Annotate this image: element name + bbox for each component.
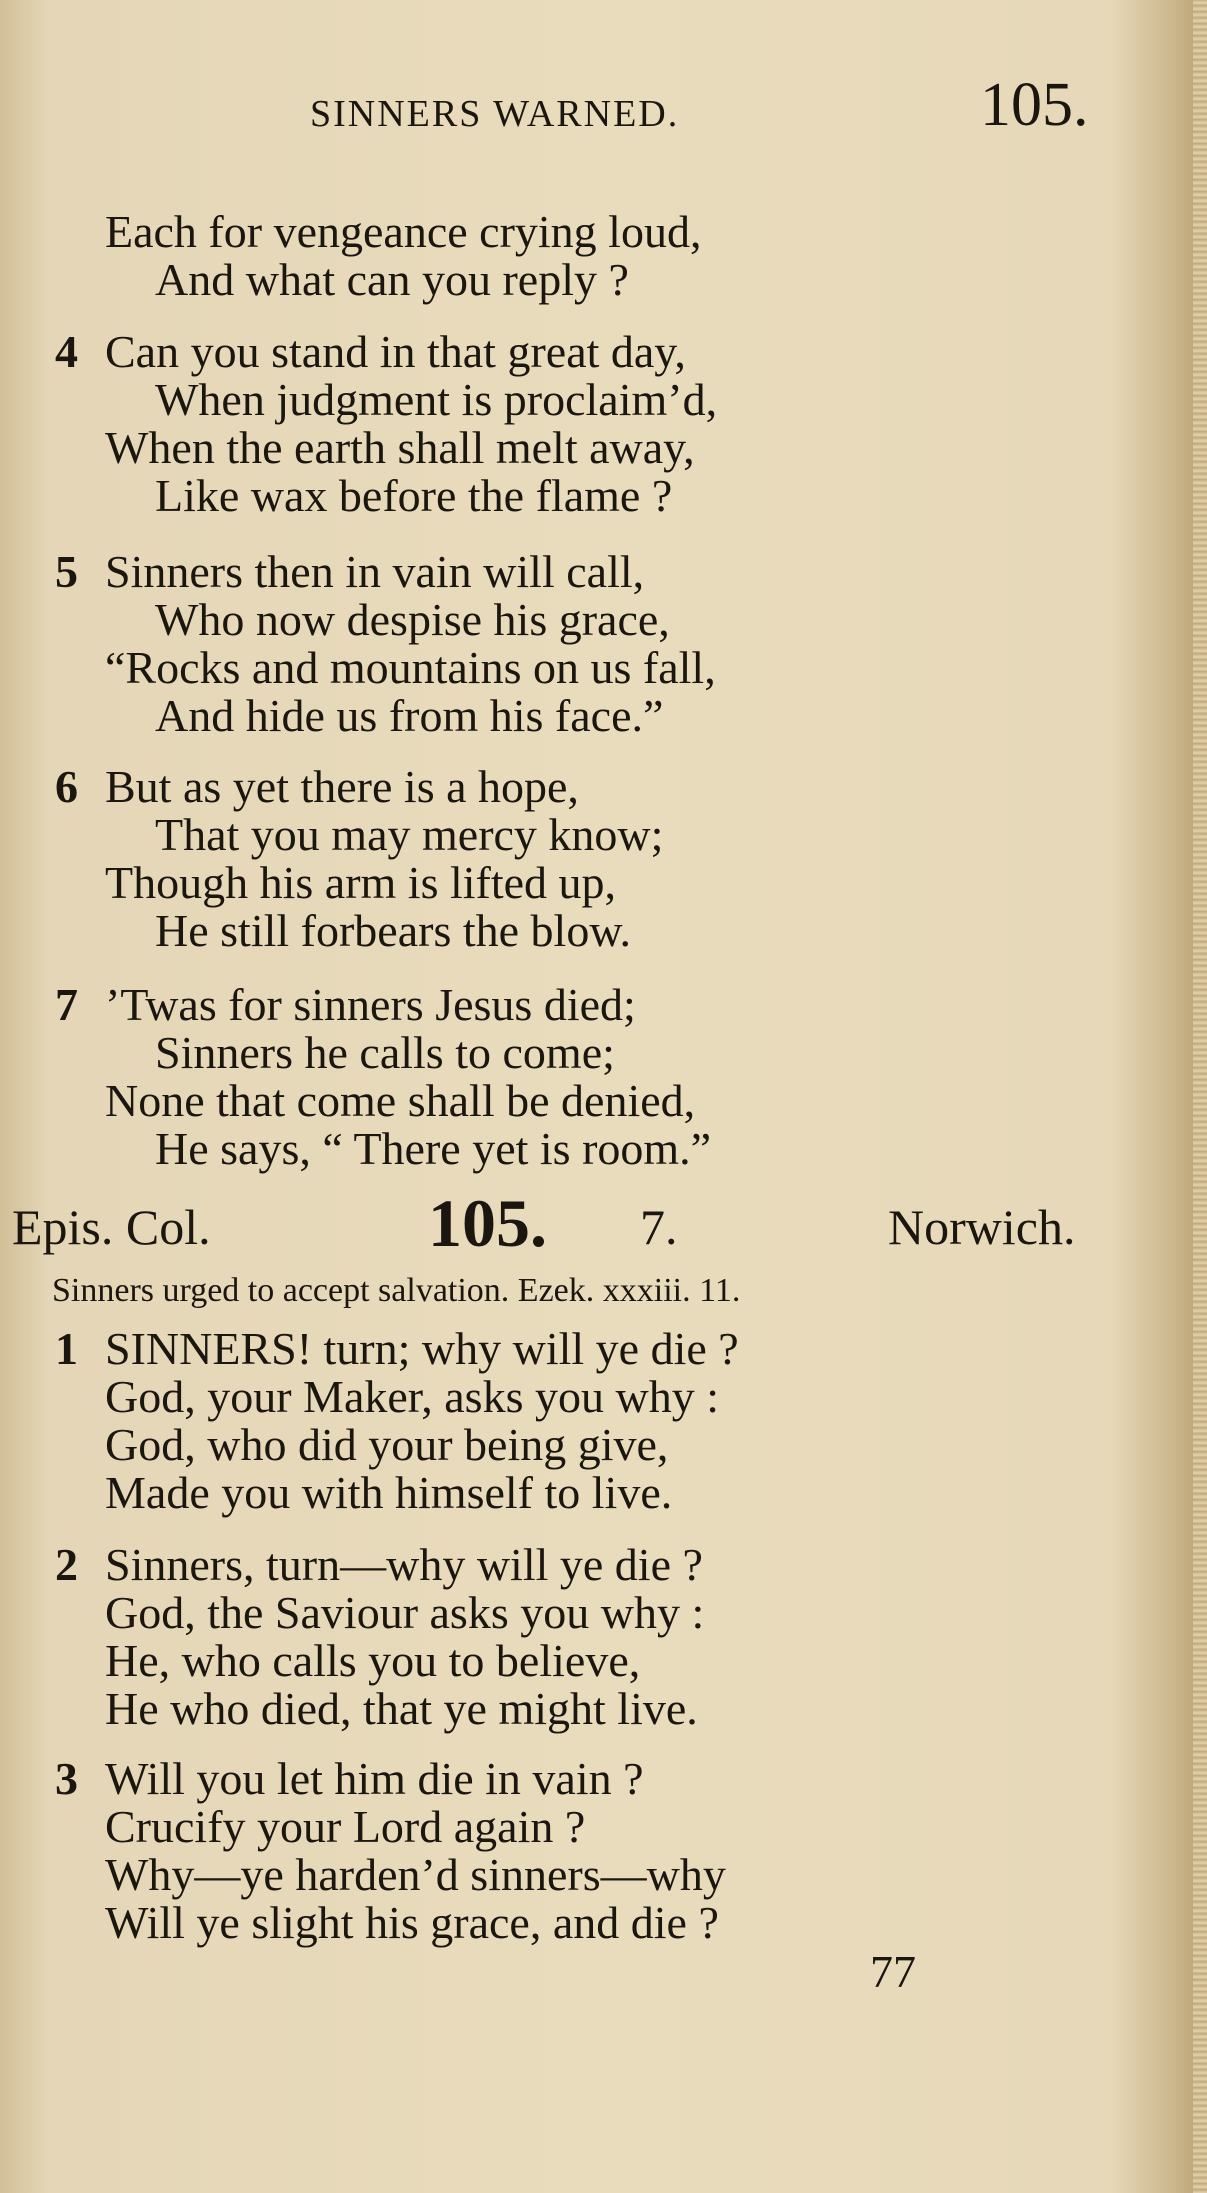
verse-line: He still forbears the blow. [155,905,632,956]
verse-line: God, your Maker, asks you why : [105,1371,719,1422]
verse-line: Though his arm is lifted up, [105,857,617,908]
verse-line: When judgment is proclaim’d, [155,374,718,425]
hymn-subtitle: Sinners urged to accept salvation. Ezek. xxxiii. 11. [52,1272,741,1309]
verse-line: Sinners, turn—why will ye die ? [105,1539,703,1590]
running-title: SINNERS WARNED. [310,93,680,135]
verse-line: Why—ye harden’d sinners—why [105,1849,726,1900]
verse-line: Who now despise his grace, [155,594,670,645]
stanza-number: 6 [55,761,78,812]
stanza-number: 2 [55,1539,78,1590]
verse-line: Will ye slight his grace, and die ? [105,1897,719,1948]
verse-line: Crucify your Lord again ? [105,1801,586,1852]
verse-line: Like wax before the flame ? [155,470,673,521]
verse-line: Can you stand in that great day, [105,326,686,377]
stanza-number: 4 [55,326,78,377]
stanza-number: 7 [55,979,78,1030]
verse-line: Sinners then in vain will call, [105,546,645,597]
stanza-number: 3 [55,1753,78,1804]
verse-line: ’Twas for sinners Jesus died; [105,979,636,1030]
verse-line: Sinners he calls to come; [155,1027,615,1078]
verse-line: “Rocks and mountains on us fall, [105,642,716,693]
verse-line: None that come shall be denied, [105,1075,696,1126]
verse-line: SINNERS! turn; why will ye die ? [105,1323,739,1374]
verse-line: Each for vengeance crying loud, [105,206,702,257]
hymn-verse-count: 7. [640,1199,678,1255]
signature-mark: 77 [870,1946,916,1997]
verse-line: When the earth shall melt away, [105,422,695,473]
stanza-number: 5 [55,546,78,597]
verse-line: And what can you reply ? [155,254,629,305]
verse-line: He says, “ There yet is room.” [155,1123,712,1174]
verse-line: Made you with himself to live. [105,1467,673,1518]
hymn-meter: Epis. Col. [12,1199,211,1255]
verse-line: But as yet there is a hope, [105,761,579,812]
verse-line: That you may mercy know; [155,809,664,860]
page-number: 105. [980,71,1089,139]
hymn-number: 105. [428,1185,547,1261]
hymn-tune-name: Norwich. [888,1199,1076,1255]
hymn-header [0,1185,1207,1270]
verse-line: God, the Saviour asks you why : [105,1587,705,1638]
verse-line: And hide us from his face.” [155,690,664,741]
verse-line: God, who did your being give, [105,1419,669,1470]
page-edge [1193,0,1207,2193]
verse-line: Will you let him die in vain ? [105,1753,644,1804]
verse-line: He, who calls you to believe, [105,1635,641,1686]
stanza-number: 1 [55,1323,78,1374]
verse-line: He who died, that ye might live. [105,1683,698,1734]
